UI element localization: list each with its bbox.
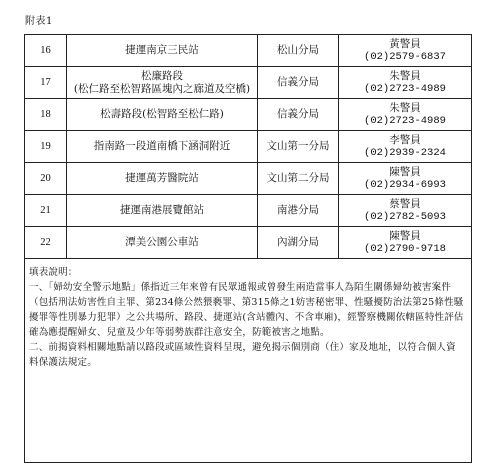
location-text: 松壽路段(松智路至松仁路) — [100, 108, 224, 120]
table-row — [25, 131, 472, 163]
location-cell — [67, 195, 258, 227]
table-row — [25, 99, 472, 131]
attachment-label: 附表1 — [25, 16, 53, 27]
contact-cell — [339, 35, 472, 67]
notes-item-1: 一、「婦幼安全警示地點」係指近三年來曾有民眾通報或曾發生兩造當事人為陌生關係婦幼被害案件（包括刑法妨害性自主罪、第234條公然猥褻罪、第315條之1妨害秘密罪、性騷擾防治法第25條性騷擾罪等性別暴力犯罪）之公共場所、路段、捷運站(含站體內、不含車廂)，經警察機關依轄區特性評估確為應提醒婦女、兒童及少年等弱勢族群注意安全，防範被害之地點。 — [29, 282, 464, 338]
table-row — [25, 67, 472, 99]
unit-cell: 文山第一分局 — [258, 131, 339, 163]
table-row — [25, 163, 472, 195]
notes-heading: 填表說明： — [29, 267, 78, 278]
contact-cell — [339, 131, 472, 163]
unit-cell: 南港分局 — [258, 195, 339, 227]
location-text: 松廉路段 — [141, 69, 183, 82]
location-text: 捷運南京三民站 — [125, 44, 199, 56]
row-number: 22 — [25, 227, 67, 259]
location-cell — [67, 99, 258, 131]
notes-item-2: 二、前揭資料相關地點請以路段或區域性資料呈現，避免揭示個別商（住）家及地址，以符合個人資料保護法規定。 — [29, 342, 456, 368]
row-number: 17 — [25, 67, 67, 99]
table-row — [25, 227, 472, 259]
phone-number: (02)2723-4989 — [364, 82, 446, 95]
unit-cell: 信義分局 — [258, 99, 339, 131]
table-row — [25, 35, 472, 67]
row-number: 20 — [25, 163, 67, 195]
unit-cell: 內湖分局 — [258, 227, 339, 259]
contact-cell — [339, 67, 472, 99]
officer-name: 朱警員 — [389, 101, 421, 114]
phone-number: (02)2790-9718 — [364, 242, 446, 255]
contact-cell — [339, 99, 472, 131]
row-number: 21 — [25, 195, 67, 227]
officer-name: 李警員 — [389, 133, 421, 146]
officer-name: 蔡警員 — [389, 197, 421, 210]
row-number: 16 — [25, 35, 67, 67]
phone-number: (02)2579-6837 — [364, 50, 446, 63]
unit-cell: 松山分局 — [258, 35, 339, 67]
location-cell — [67, 163, 258, 195]
location-cell — [67, 67, 258, 99]
officer-name: 黃警員 — [389, 37, 421, 50]
phone-number: (02)2934-6993 — [364, 178, 446, 191]
notes-row — [25, 259, 472, 463]
officer-name: 陳警員 — [389, 229, 421, 242]
phone-number: (02)2939-2324 — [364, 146, 446, 159]
location-text: 捷運南港展覽館站 — [120, 204, 204, 216]
notes-cell — [25, 259, 472, 463]
unit-cell: 信義分局 — [258, 67, 339, 99]
contact-cell — [339, 163, 472, 195]
contact-cell — [339, 227, 472, 259]
officer-name: 陳警員 — [389, 165, 421, 178]
location-cell — [67, 35, 258, 67]
phone-number: (02)2782-5093 — [364, 210, 446, 223]
location-cell — [67, 131, 258, 163]
phone-number: (02)2723-4989 — [364, 114, 446, 127]
location-detail: (松仁路至松智路區塊內之廊道及空橋) — [73, 82, 251, 95]
location-text: 捷運萬芳醫院站 — [125, 172, 199, 184]
location-cell — [67, 227, 258, 259]
row-number: 18 — [25, 99, 67, 131]
unit-cell: 文山第二分局 — [258, 163, 339, 195]
officer-name: 朱警員 — [389, 69, 421, 82]
contact-cell — [339, 195, 472, 227]
row-number: 19 — [25, 131, 67, 163]
warning-locations-table — [24, 34, 472, 463]
location-text: 潭美公園公車站 — [125, 236, 199, 248]
location-text: 指南路一段道南橋下涵洞附近 — [93, 140, 231, 152]
table-row — [25, 195, 472, 227]
